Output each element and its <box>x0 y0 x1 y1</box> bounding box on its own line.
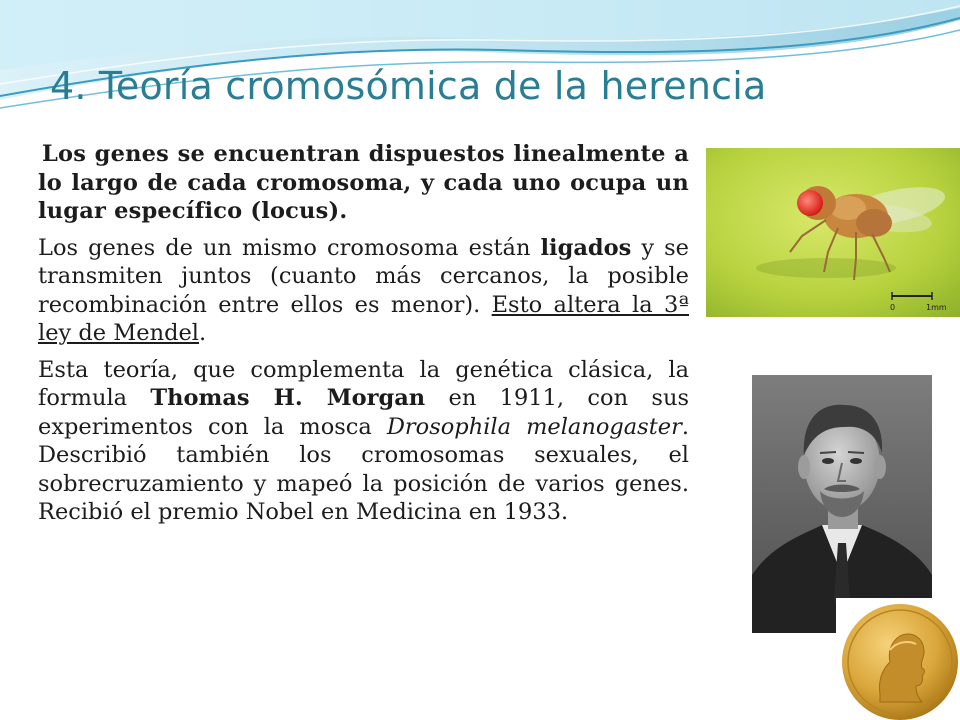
scale-zero-label: 0 <box>890 303 896 312</box>
text-segment: en 1911, con sus experimentos con la mosca <box>38 385 689 440</box>
text-morgan-name: Thomas H. Morgan <box>150 385 426 411</box>
text-segment: . Describió también los cromosomas sexuales, el sobrecruzamiento y mapeó la posición de varios genes. Recibió el premio Nobel en Medicina en 1933. <box>38 413 689 525</box>
morgan-portrait <box>752 375 932 633</box>
text-mendel-note: Esto altera la 3ª ley de Mendel <box>38 291 689 346</box>
paragraph-genes-linear: Los genes se encuentran dispuestos linealmente a lo largo de cada cromosoma, y cada uno ocupa un lugar específico (locus). <box>38 141 689 224</box>
scale-mm-label: 1mm <box>926 303 947 312</box>
text-segment: Esta teoría, que complementa la genética clásica, la formula <box>38 356 689 411</box>
drosophila-photo <box>706 148 960 317</box>
paragraph-morgan <box>38 356 689 527</box>
page-title: 4. Teoría cromosómica de la herencia <box>50 64 767 108</box>
text-segment: . <box>199 320 207 346</box>
text-segment: y se transmiten juntos (cuanto más cercanos, la posible recombinación entre ellos es menor). <box>38 234 689 318</box>
text-ligados: ligados <box>540 234 632 261</box>
text-species: Drosophila melanogaster <box>386 413 682 440</box>
paragraph-linked-genes <box>38 234 689 348</box>
nobel-medal-image <box>836 598 960 720</box>
text-segment: Los genes de un mismo cromosoma están <box>38 234 541 261</box>
slide-body <box>38 140 689 535</box>
